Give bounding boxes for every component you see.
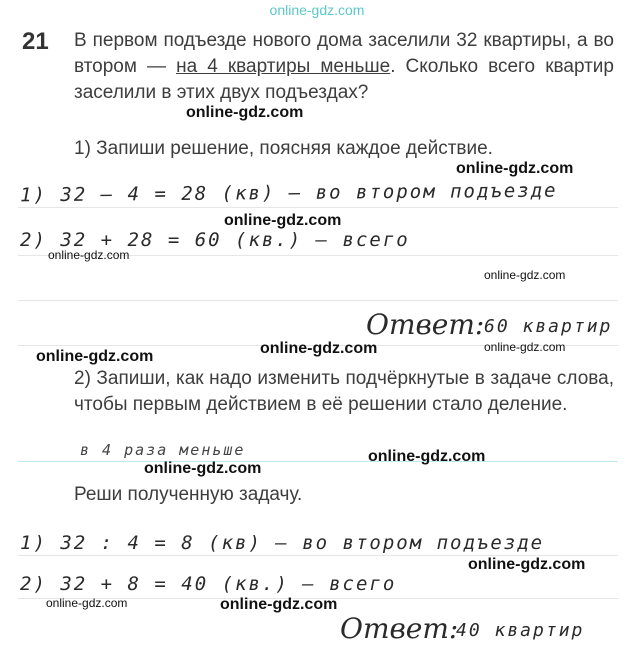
watermark: online-gdz.com — [46, 596, 128, 610]
part2-answer-label: Ответ: — [340, 612, 459, 645]
watermark: online-gdz.com — [368, 448, 486, 465]
part1-step1: 1) 32 – 4 = 28 (кв) – во втором подъезде — [19, 179, 558, 207]
part1-answer-value: 60 квартир — [484, 316, 613, 337]
part1-instruction: 1) Запиши решение, поясняя каждое действие. — [74, 138, 493, 159]
watermark: online-gdz.com — [224, 212, 342, 229]
watermark: online-gdz.com — [220, 596, 338, 613]
ruled-line — [18, 207, 618, 208]
ruled-line — [18, 461, 618, 462]
part2-solve-prompt: Реши полученную задачу. — [74, 484, 303, 505]
part1-step2: 2) 32 + 28 = 60 (кв.) – всего — [20, 229, 410, 251]
part2-answer-value: 40 квартир — [456, 620, 585, 641]
watermark: online-gdz.com — [36, 348, 154, 365]
watermark: online-gdz.com — [456, 160, 574, 177]
task-text-part-1: В первом подъезде нового дома заселили 32 квартиры, а во втором — — [74, 30, 614, 77]
watermark: online-gdz.com — [186, 104, 304, 121]
ruled-line — [18, 300, 618, 301]
part2-handwritten-change: в 4 раза меньше — [80, 441, 246, 459]
watermark: online-gdz.com — [468, 556, 586, 573]
task-text — [74, 28, 614, 106]
task-underlined-words: на 4 квартиры меньше — [176, 56, 391, 77]
watermark: online-gdz.com — [484, 340, 566, 354]
part1-answer-label: Ответ: — [366, 308, 485, 341]
watermark: online-gdz.com — [484, 268, 566, 282]
part2-instruction: 2) Запиши, как надо изменить подчёркнутые в задаче слова, чтобы первым действием в её решении стало деление. — [74, 368, 614, 415]
task-number: 21 — [22, 28, 49, 55]
task-text-part-2: . Сколько всего квартир заселили в этих двух подъездах? — [74, 56, 614, 103]
watermark: online-gdz.com — [144, 460, 262, 477]
watermark: online-gdz.com — [260, 340, 378, 357]
watermark-top: online-gdz.com — [269, 2, 365, 18]
watermark: online-gdz.com — [48, 248, 130, 262]
part2-step2: 2) 32 + 8 = 40 (кв.) – всего — [20, 573, 397, 595]
part2-step1: 1) 32 : 4 = 8 (кв) – во втором подъезде — [20, 532, 545, 554]
